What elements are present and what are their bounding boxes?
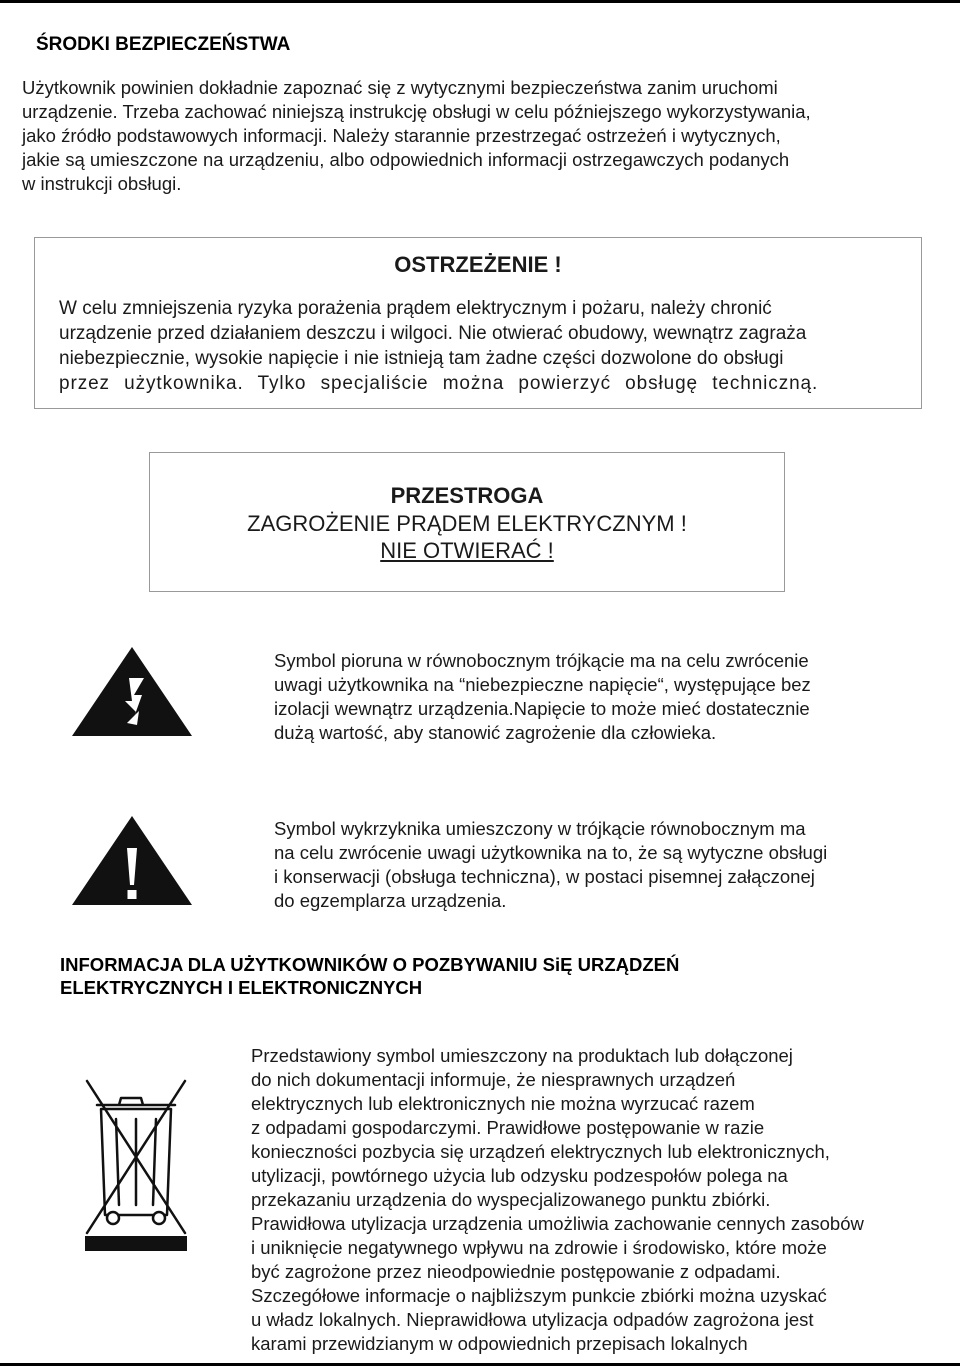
exclamation-symbol-line: Symbol wykrzyknika umieszczony w trójkącie równobocznym ma (274, 818, 806, 839)
warning-box (34, 237, 922, 409)
caution-box (149, 452, 785, 592)
lightning-triangle-icon (70, 645, 194, 738)
disposal-title-line: ELEKTRYCZNYCH I ELEKTRONICZNYCH (60, 977, 423, 998)
disposal-line: elektrycznych lub elektronicznych nie można wyrzucać razem (251, 1093, 755, 1114)
disposal-line: Przedstawiony symbol umieszczony na produktach lub dołączonej (251, 1045, 793, 1066)
disposal-line: Prawidłowa utylizacja urządzenia umożliwia zachowanie cennych zasobów (251, 1213, 864, 1234)
crossed-bin-weee-icon (83, 1077, 189, 1253)
warning-line: W celu zmniejszenia ryzyka porażenia prądem elektrycznym i pożaru, należy chronić (59, 298, 772, 319)
lightning-symbol-line: dużą wartość, aby stanowić zagrożenie dla człowieka. (274, 722, 717, 743)
exclamation-symbol-line: do egzemplarza urządzenia. (274, 890, 507, 911)
caution-line: NIE OTWIERAĆ ! (380, 538, 554, 563)
disposal-text (251, 1044, 951, 1356)
disposal-title-line: INFORMACJA DLA UŻYTKOWNIKÓW O POZBYWANIU SiĘ URZĄDZEŃ (60, 954, 680, 975)
intro-line: jakie są umieszczone na urządzeniu, albo odpowiednich informacji ostrzegawczych podanych (22, 149, 790, 170)
disposal-line: przekazaniu urządzenia do wyspecjalizowanego punktu zbiórki. (251, 1189, 771, 1210)
exclamation-triangle-icon (70, 814, 194, 907)
intro-line: w instrukcji obsługi. (22, 173, 182, 194)
lightning-symbol-line: izolacji wewnątrz urządzenia.Napięcie to może mieć dostatecznie (274, 698, 810, 719)
warning-line: urządzenie przed działaniem deszczu i wilgoci. Nie otwierać obudowy, wewnątrz zagraża (59, 323, 807, 344)
disposal-line: karami przewidzianym w odpowiednich przepisach lokalnych (251, 1333, 748, 1354)
warning-text (59, 296, 899, 396)
caution-line: ZAGROŻENIE PRĄDEM ELEKTRYCZNYM ! (247, 511, 687, 536)
warning-line: niebezpiecznie, wysokie napięcie i nie istnieją tam żadne części dozwolone do obsługi (59, 348, 784, 369)
disposal-line: Szczegółowe informacje o najbliższym punkcie zbiórki można uzyskać (251, 1285, 827, 1306)
disposal-line: być zagrożone przez nieodpowiednie postępowanie z odpadami. (251, 1261, 781, 1282)
disposal-line: do nich dokumentacji informuje, że niesprawnych urządzeń (251, 1069, 736, 1090)
warning-title: OSTRZEŻENIE ! (394, 252, 562, 277)
exclamation-symbol-line: i konserwacji (obsługa techniczna), w postaci pisemnej załączonej (274, 866, 815, 887)
lightning-symbol-line: uwagi użytkownika na “niebezpieczne napięcie“, występujące bez (274, 674, 811, 695)
bottom-rule (0, 1363, 960, 1366)
disposal-line: utylizacji, powtórnego użycia lub odzysku podzespołów polega na (251, 1165, 788, 1186)
top-rule (0, 0, 960, 3)
intro-line: Użytkownik powinien dokładnie zapoznać się z wytycznymi bezpieczeństwa zanim uruchomi (22, 77, 778, 98)
intro-line: jako źródło podstawowych informacji. Należy starannie przestrzegać ostrzeżeń i wytycznych, (22, 125, 781, 146)
intro-paragraph (22, 76, 942, 196)
caution-title: PRZESTROGA (390, 483, 544, 508)
section-title: ŚRODKI BEZPIECZEŃSTWA (36, 34, 291, 55)
disposal-line: u władz lokalnych. Nieprawidłowa utylizacja odpadów zagrożona jest (251, 1309, 814, 1330)
disposal-line: z odpadami gospodarczymi. Prawidłowe postępowanie w razie (251, 1117, 765, 1138)
lightning-symbol-text (274, 649, 934, 745)
disposal-title (60, 953, 940, 999)
exclamation-symbol-line: na celu zwrócenie uwagi użytkownika na to, że są wytyczne obsługi (274, 842, 828, 863)
warning-line: przez użytkownika. Tylko specjaliście można powierzyć obsługę techniczną. (59, 373, 819, 394)
disposal-line: i uniknięcie negatywnego wpływu na zdrowie i środowisko, które może (251, 1237, 827, 1258)
disposal-line: konieczności pozbycia się urządzeń elektrycznych lub elektronicznych, (251, 1141, 830, 1162)
lightning-symbol-line: Symbol pioruna w równobocznym trójkącie ma na celu zwrócenie (274, 650, 809, 671)
intro-line: urządzenie. Trzeba zachować niniejszą instrukcję obsługi w celu późniejszego wykorzystywania, (22, 101, 811, 122)
exclamation-symbol-text (274, 817, 934, 913)
